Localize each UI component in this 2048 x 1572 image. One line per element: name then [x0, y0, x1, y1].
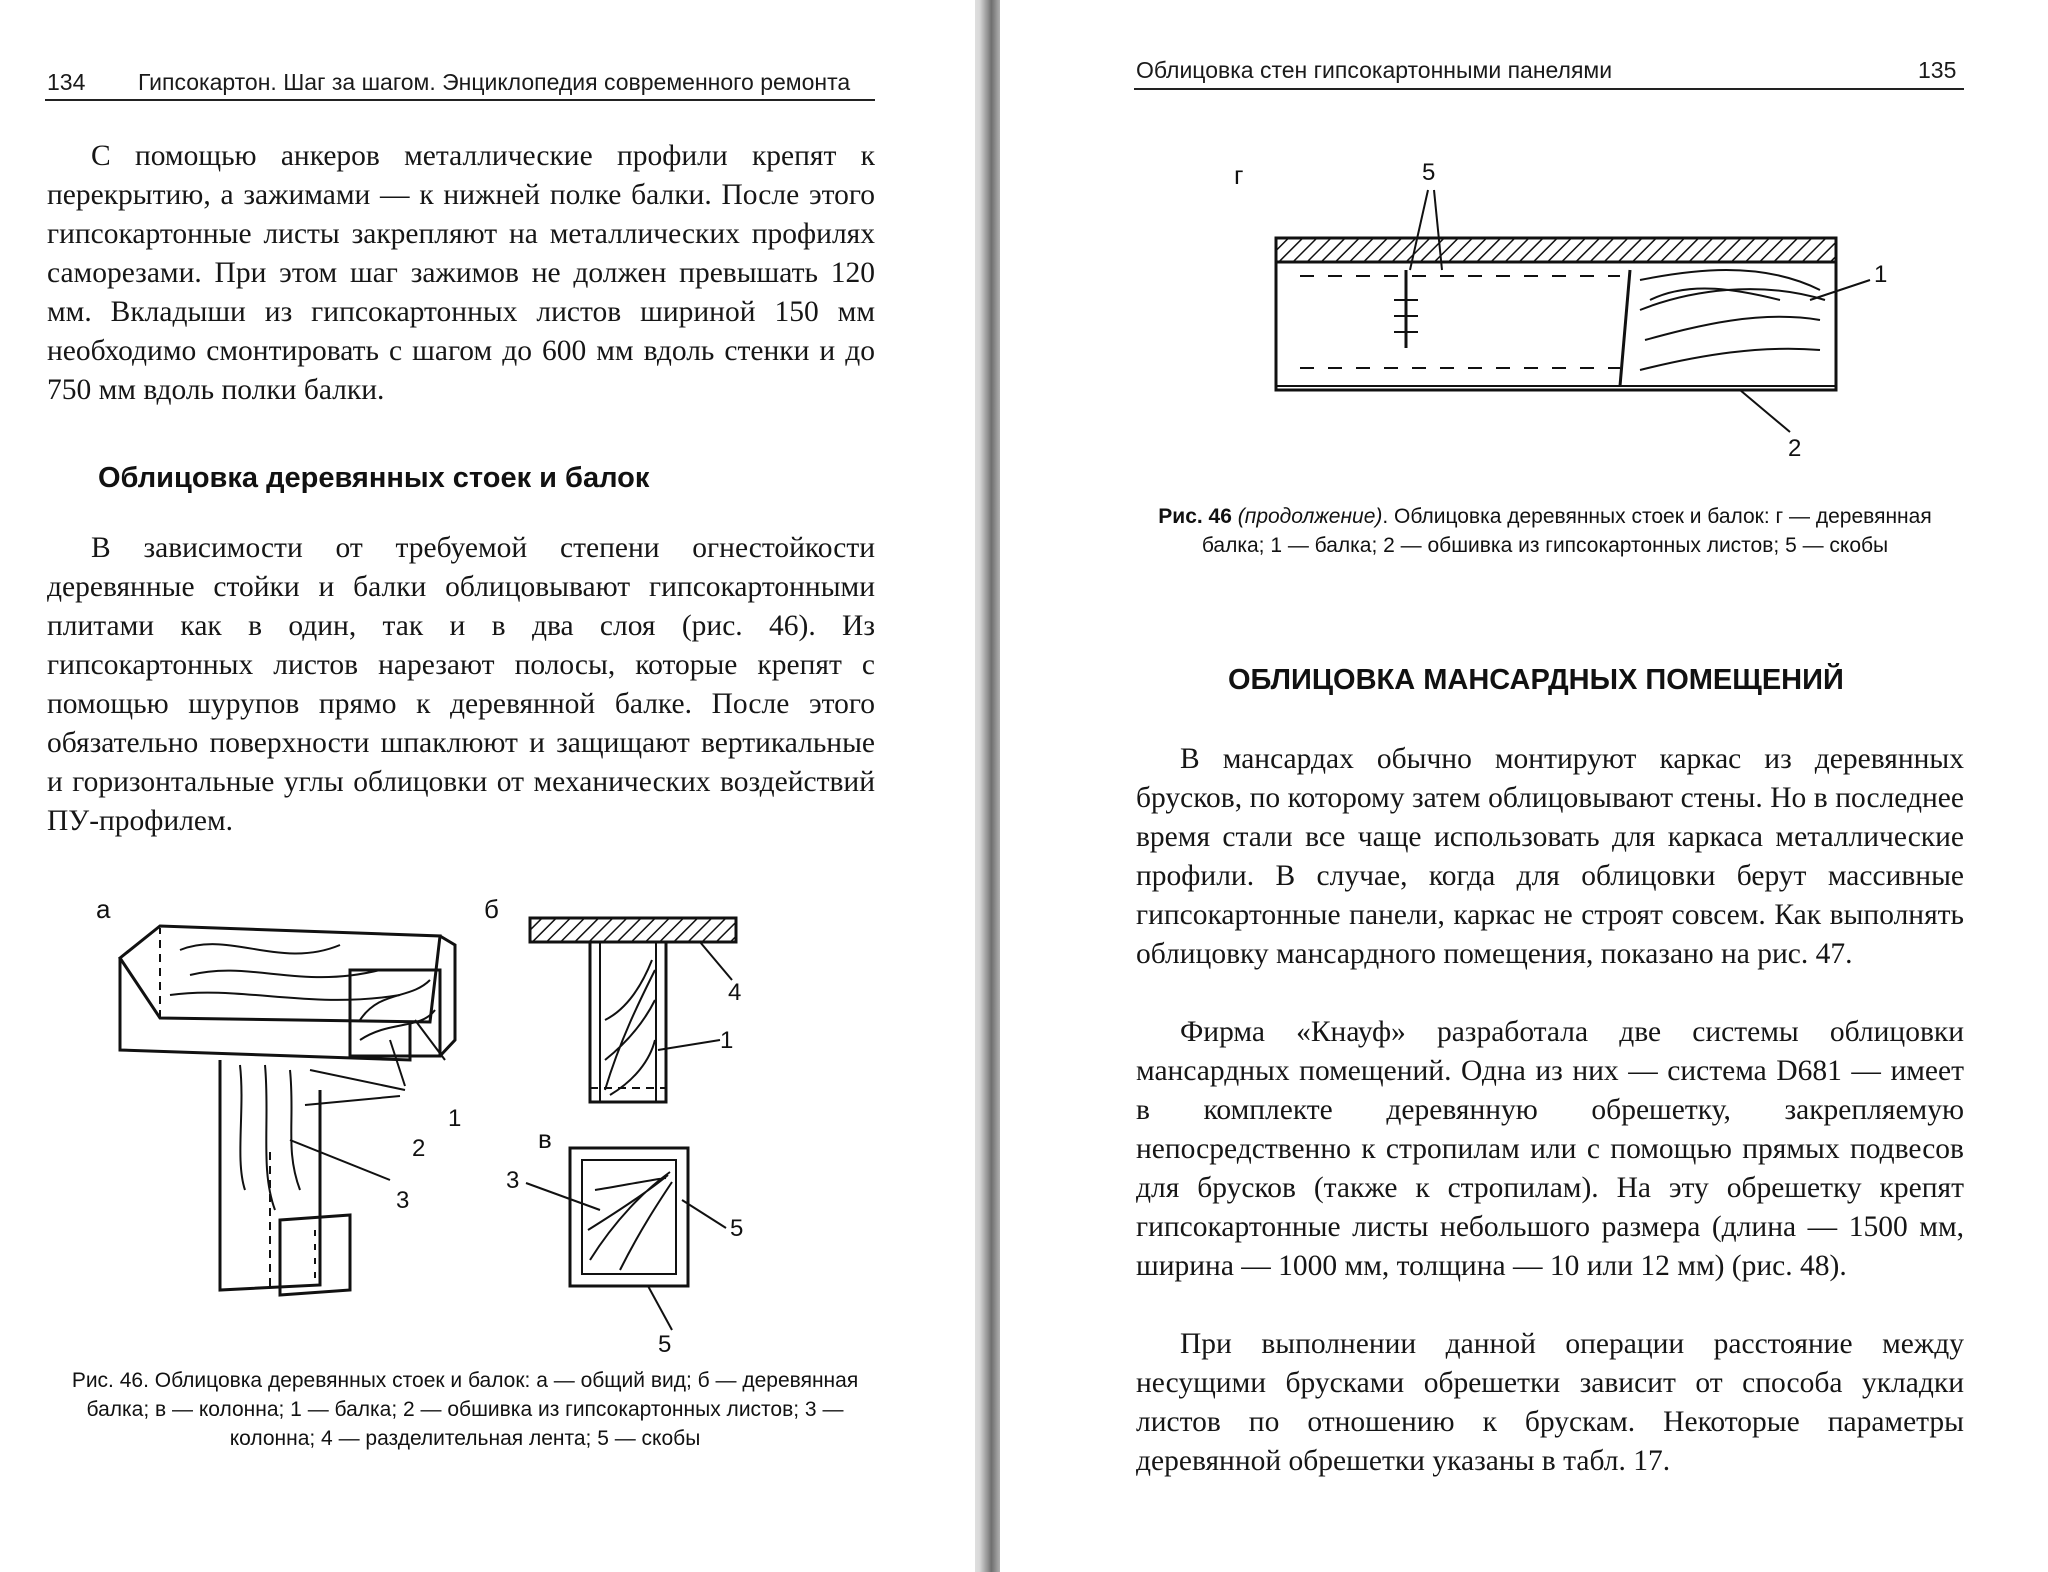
left-page-number: 134	[47, 69, 86, 95]
callout-g-2: 2	[1788, 435, 1802, 460]
callout-g-1: 1	[1874, 261, 1888, 288]
right-header-rule	[1134, 88, 1964, 90]
callout-b-4: 4	[728, 979, 742, 1006]
right-paragraph-3: При выполнении данной операции расстояние между несущими брусками обрешетки зависит от способа укладки листов по отношению к брускам. Некоторые параметры деревянной обрешетки указаны в табл. 17.	[1136, 1328, 1964, 1477]
figure-46-drawing	[60, 890, 780, 1355]
left-section-heading: Облицовка деревянных стоек и балок	[98, 462, 650, 494]
callout-a-1: 1	[448, 1105, 462, 1132]
figure-46-continued-drawing	[1220, 150, 1900, 460]
left-running-title: Гипсокартон. Шаг за шагом. Энциклопедия современного ремонта	[138, 69, 851, 95]
callout-a-3: 3	[396, 1187, 410, 1214]
label-g: г	[1234, 160, 1244, 190]
left-paragraph-2: В зависимости от требуемой степени огнестойкости деревянные стойки и балки облицовывают гипсокартонными плитами как в один, так и в два слоя (рис. 46). Из гипсокартонных листов нарезают полосы, которые крепят с помощью шурупов прямо к деревянной балке. После этого обязательно поверхности шпаклюют и защищают вертикальные и горизонтальные углы облицовки от механических воздействий ПУ-профилем.	[47, 532, 875, 837]
label-b: б	[484, 894, 499, 924]
right-page-number: 135	[1918, 57, 1957, 83]
right-section-heading: ОБЛИЦОВКА МАНСАРДНЫХ ПОМЕЩЕНИЙ	[1228, 664, 1844, 696]
left-header-rule	[45, 99, 875, 101]
callout-b-1: 1	[720, 1027, 734, 1054]
callout-v-3: 3	[506, 1167, 520, 1194]
label-v: в	[538, 1124, 552, 1154]
label-a: а	[96, 894, 111, 924]
view-v	[506, 1124, 743, 1355]
view-b	[484, 894, 741, 1102]
callout-v-5b: 5	[658, 1331, 672, 1355]
callout-g-5: 5	[1422, 159, 1436, 186]
figure-46-caption: Рис. 46. Облицовка деревянных стоек и балок: а — общий вид; б — деревянная балка; в — колонна; 1 — балка; 2 — обшивка из гипсокартонных листов; 3 — колонна; 4 — разделительная лента; 5 — скобы	[71, 1369, 859, 1450]
left-paragraph-1: С помощью анкеров металлические профили крепят к перекрытию, а зажимами — к нижней полке балки. После этого гипсокартонные листы закрепляют на металлических профилях саморезами. При этом шаг зажимов не должен превышать 120 мм. Вкладыши из гипсокартонных листов шириной 150 мм необходимо смонтировать с шагом до 600 мм вдоль стенки и до 750 мм вдоль полки балки.	[47, 140, 875, 406]
callout-a-2: 2	[412, 1135, 426, 1162]
right-paragraph-1: В мансардах обычно монтируют каркас из деревянных брусков, по которому затем облицовывают стены. Но в последнее время стали все чаще использовать для каркаса металлические профили. В случае, когда для облицовки берут массивные гипсокартонные панели, каркас не строят совсем. Как выполнять облицовку мансардного помещения, показано на рис. 47.	[1136, 743, 1964, 970]
left-page	[0, 0, 975, 1572]
callout-v-5a: 5	[730, 1215, 744, 1242]
right-running-title: Облицовка стен гипсокартонными панелями	[1136, 57, 1613, 83]
right-page	[1000, 0, 2048, 1572]
figure-46-continued-caption: Рис. 46 (продолжение). Облицовка деревянных стоек и балок: г — деревянная балка; 1 — балка; 2 — обшивка из гипсокартонных листов; 5 — скобы	[1158, 505, 1932, 557]
right-paragraph-2: Фирма «Кнауф» разработала две системы облицовки мансардных помещений. Одна из них — система D681 — имеет в комплекте деревянную обрешетку, закрепляемую непосредственно к стропилам или с помощью прямых подвесов для брусков (также к стропилам). На эту обрешетку крепят гипсокартонные листы небольшого размера (длина — 1500 мм, ширина — 1000 мм, толщина — 10 или 12 мм) (рис. 48).	[1136, 1016, 1964, 1282]
view-a	[96, 894, 461, 1295]
